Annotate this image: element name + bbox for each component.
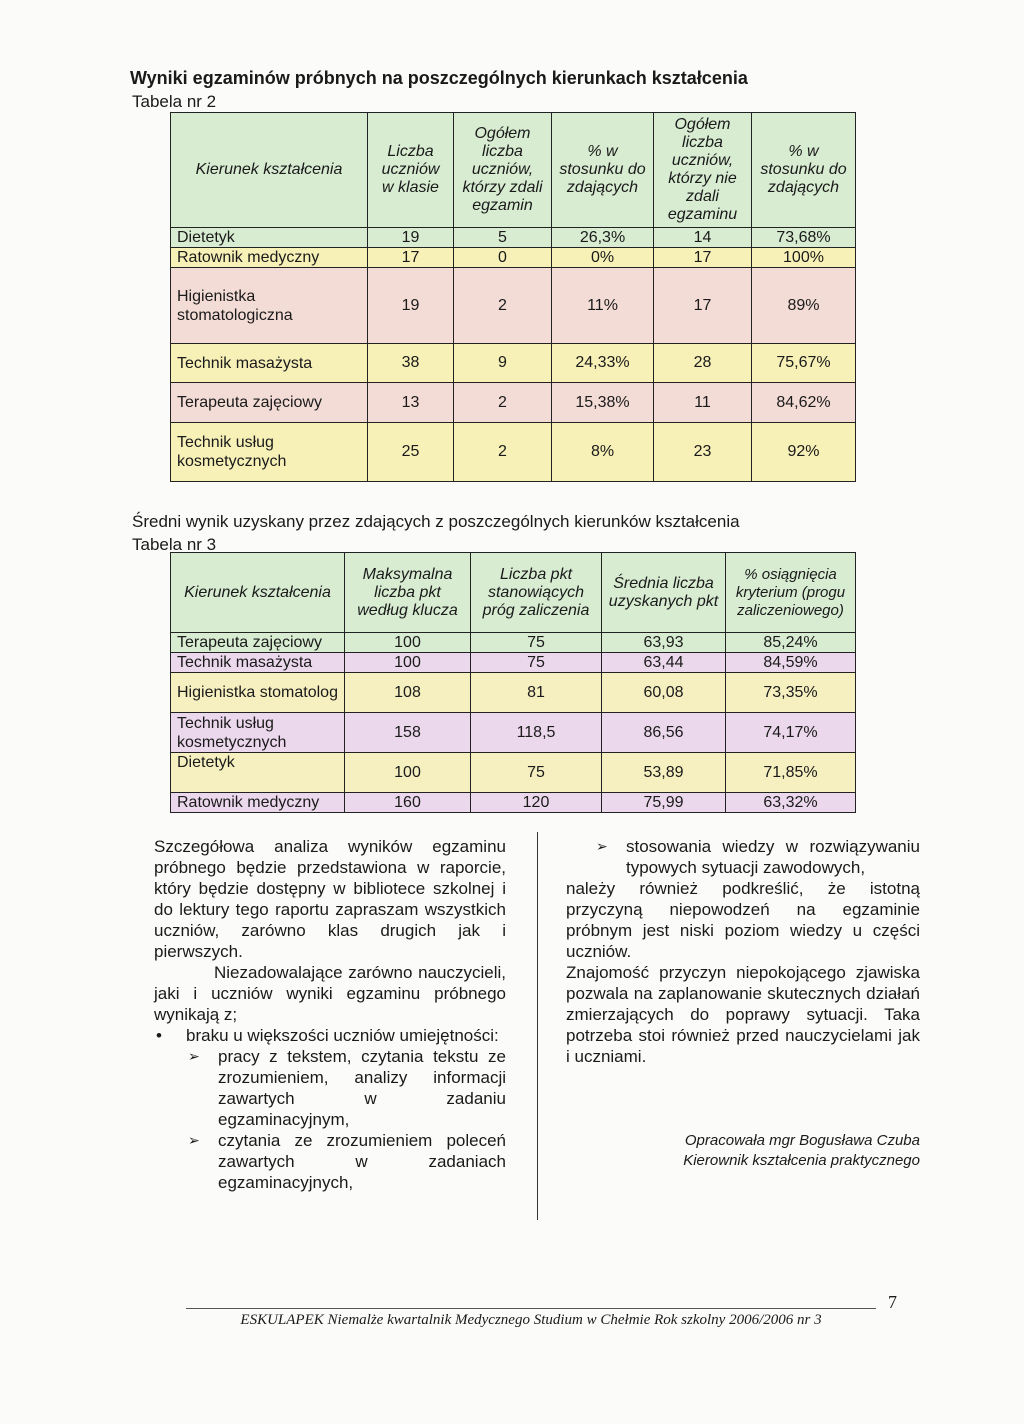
table-cell: 28 bbox=[654, 344, 752, 383]
header-cell: Liczba pkt stanowiących próg zaliczenia bbox=[471, 553, 602, 633]
table-cell: 120 bbox=[471, 793, 602, 813]
table-cell: Technik masażysta bbox=[171, 653, 345, 673]
table-cell: Higienistka stomatolog bbox=[171, 673, 345, 713]
table2-caption: Tabela nr 2 bbox=[132, 92, 217, 111]
arrow-marker: ➢ bbox=[596, 838, 608, 854]
table-cell: 92% bbox=[752, 423, 856, 482]
table-cell: 23 bbox=[654, 423, 752, 482]
table-cell: 17 bbox=[654, 268, 752, 344]
table-row bbox=[171, 228, 856, 248]
table-row bbox=[171, 713, 856, 753]
table-cell: 75,67% bbox=[752, 344, 856, 383]
table-cell: 100% bbox=[752, 248, 856, 268]
column-divider bbox=[537, 832, 538, 1220]
results-table bbox=[170, 112, 856, 482]
table-cell: 75 bbox=[471, 753, 602, 793]
header-cell: Ogółem liczba uczniów, którzy nie zdali egzaminu bbox=[654, 113, 752, 228]
causes-paragraph: Znajomość przyczyn niepokojącego zjawiska pozwala na zaplanowanie skutecznych działań zmierzających do poprawy sytuacji. Taka potrzeba stoi również przed nauczycielami jak i uczniami. bbox=[566, 963, 920, 1066]
table-cell: 73,68% bbox=[752, 228, 856, 248]
footer-rule bbox=[186, 1308, 876, 1309]
table-cell: 75,99 bbox=[602, 793, 726, 813]
signature-role: Kierownik kształcenia praktycznego bbox=[683, 1152, 920, 1169]
sub-item-text: pracy z tekstem, czytania tekstu ze zrozumieniem, analizy informacji zawartych w zadaniu egzaminacyjnym, bbox=[218, 1047, 506, 1129]
table-cell: 71,85% bbox=[726, 753, 856, 793]
table-cell: 73,35% bbox=[726, 673, 856, 713]
table-cell: 2 bbox=[454, 423, 552, 482]
table-cell: Technik usług kosmetycznych bbox=[171, 713, 345, 753]
table-row bbox=[171, 653, 856, 673]
table-cell: 85,24% bbox=[726, 633, 856, 653]
sub-item bbox=[594, 836, 920, 878]
sub-item-text: czytania ze zrozumieniem poleceń zawartych w zadaniach egzaminacyjnych, bbox=[218, 1131, 506, 1192]
table-cell: 2 bbox=[454, 383, 552, 423]
page-number: 7 bbox=[888, 1292, 897, 1312]
table-cell: 158 bbox=[345, 713, 471, 753]
table-cell: 108 bbox=[345, 673, 471, 713]
table-cell: 160 bbox=[345, 793, 471, 813]
table-cell: 84,62% bbox=[752, 383, 856, 423]
table-cell: 11 bbox=[654, 383, 752, 423]
table-row bbox=[171, 793, 856, 813]
conclusion-paragraph: należy również podkreślić, że istotną przyczyną niepowodzeń na egzaminie próbnym jest niski poziom wiedzy u części uczniów. bbox=[566, 879, 920, 961]
header-cell: % w stosunku do zdających bbox=[752, 113, 856, 228]
signature bbox=[580, 1131, 920, 1171]
header-cell: Maksymalna liczba pkt według klucza bbox=[345, 553, 471, 633]
header-cell: Kierunek kształcenia bbox=[171, 553, 345, 633]
table-cell: 15,38% bbox=[552, 383, 654, 423]
table-cell: Ratownik medyczny bbox=[171, 248, 368, 268]
left-column bbox=[154, 836, 506, 1193]
table-cell: 19 bbox=[368, 228, 454, 248]
table-cell: 24,33% bbox=[552, 344, 654, 383]
table-cell: Terapeuta zajęciowy bbox=[171, 633, 345, 653]
arrow-marker: ➢ bbox=[188, 1048, 200, 1064]
table-cell: Dietetyk bbox=[171, 228, 368, 248]
page-title: Wyniki egzaminów próbnych na poszczególnych kierunkach kształcenia bbox=[130, 68, 748, 88]
table-cell: Dietetyk bbox=[171, 753, 345, 793]
table-row bbox=[171, 344, 856, 383]
right-column bbox=[566, 836, 920, 1067]
table-row bbox=[171, 673, 856, 713]
table-cell: 86,56 bbox=[602, 713, 726, 753]
table-cell: 38 bbox=[368, 344, 454, 383]
table-cell: Ratownik medyczny bbox=[171, 793, 345, 813]
table-cell: 100 bbox=[345, 633, 471, 653]
table-cell: 8% bbox=[552, 423, 654, 482]
table-cell: 26,3% bbox=[552, 228, 654, 248]
sub-item bbox=[186, 1130, 506, 1193]
table-cell: 63,32% bbox=[726, 793, 856, 813]
table-cell: 60,08 bbox=[602, 673, 726, 713]
analysis-paragraph: Szczegółowa analiza wyników egzaminu próbnego będzie przedstawiona w raporcie, który będzie dostępny w bibliotece szkolnej i do lektury tego raportu zapraszam wszystkich uczniów, zarówno klas drugich jak i pierwszych. bbox=[154, 837, 506, 961]
table-cell: 2 bbox=[454, 268, 552, 344]
table-cell: 25 bbox=[368, 423, 454, 482]
table-cell: 75 bbox=[471, 653, 602, 673]
header-cell: Ogółem liczba uczniów, którzy zdali egzamin bbox=[454, 113, 552, 228]
bullet-marker: • bbox=[156, 1026, 162, 1045]
table-cell: 63,44 bbox=[602, 653, 726, 673]
table-cell: 89% bbox=[752, 268, 856, 344]
table-cell: 118,5 bbox=[471, 713, 602, 753]
table-cell: 63,93 bbox=[602, 633, 726, 653]
sub-item-text: stosowania wiedzy w rozwiązywaniu typowych sytuacji zawodowych, bbox=[626, 837, 920, 877]
table-cell: 11% bbox=[552, 268, 654, 344]
results-paragraph: Niezadowalające zarówno nauczycieli, jaki i uczniów wyniki egzaminu próbnego wynikają z; bbox=[154, 963, 506, 1024]
table-cell: 84,59% bbox=[726, 653, 856, 673]
arrow-marker: ➢ bbox=[188, 1132, 200, 1148]
table-cell: 53,89 bbox=[602, 753, 726, 793]
section-heading: Średni wynik uzyskany przez zdających z poszczególnych kierunków kształcenia bbox=[132, 512, 740, 531]
table-cell: 100 bbox=[345, 653, 471, 673]
header-cell: % w stosunku do zdających bbox=[552, 113, 654, 228]
table-cell: 17 bbox=[368, 248, 454, 268]
table-row bbox=[171, 423, 856, 482]
table-cell: Technik masażysta bbox=[171, 344, 368, 383]
table-row bbox=[171, 268, 856, 344]
table-cell: 17 bbox=[654, 248, 752, 268]
table-cell: 81 bbox=[471, 673, 602, 713]
table-cell: Technik usług kosmetycznych bbox=[171, 423, 368, 482]
bullet-item bbox=[154, 1025, 506, 1046]
average-score-table bbox=[170, 552, 856, 813]
sub-item bbox=[186, 1046, 506, 1130]
table-cell: 75 bbox=[471, 633, 602, 653]
table-cell: 13 bbox=[368, 383, 454, 423]
table-row bbox=[171, 753, 856, 793]
table-cell: 14 bbox=[654, 228, 752, 248]
table-row bbox=[171, 248, 856, 268]
table-cell: 9 bbox=[454, 344, 552, 383]
table-row bbox=[171, 633, 856, 653]
header-cell: % osiągnięcia kryterium (progu zaliczeniowego) bbox=[726, 553, 856, 633]
table-cell: 0% bbox=[552, 248, 654, 268]
signature-author: Opracowała mgr Bogusława Czuba bbox=[684, 1132, 920, 1149]
table-cell: 100 bbox=[345, 753, 471, 793]
header-cell: Kierunek kształcenia bbox=[171, 113, 368, 228]
footer: ESKULAPEK Niemalże kwartalnik Medycznego Studium w Chełmie Rok szkolny 2006/2006 nr 3 bbox=[240, 1312, 822, 1328]
table-cell: 74,17% bbox=[726, 713, 856, 753]
table-cell: 19 bbox=[368, 268, 454, 344]
bullet-text: braku u większości uczniów umiejętności: bbox=[186, 1026, 499, 1045]
table-cell: 5 bbox=[454, 228, 552, 248]
table-row bbox=[171, 383, 856, 423]
table3-caption: Tabela nr 3 bbox=[132, 535, 217, 554]
table-cell: 0 bbox=[454, 248, 552, 268]
header-cell: Średnia liczba uzyskanych pkt bbox=[602, 553, 726, 633]
table-cell: Terapeuta zajęciowy bbox=[171, 383, 368, 423]
table-cell: Higienistka stomatologiczna bbox=[171, 268, 368, 344]
header-cell: Liczba uczniów w klasie bbox=[368, 113, 454, 228]
